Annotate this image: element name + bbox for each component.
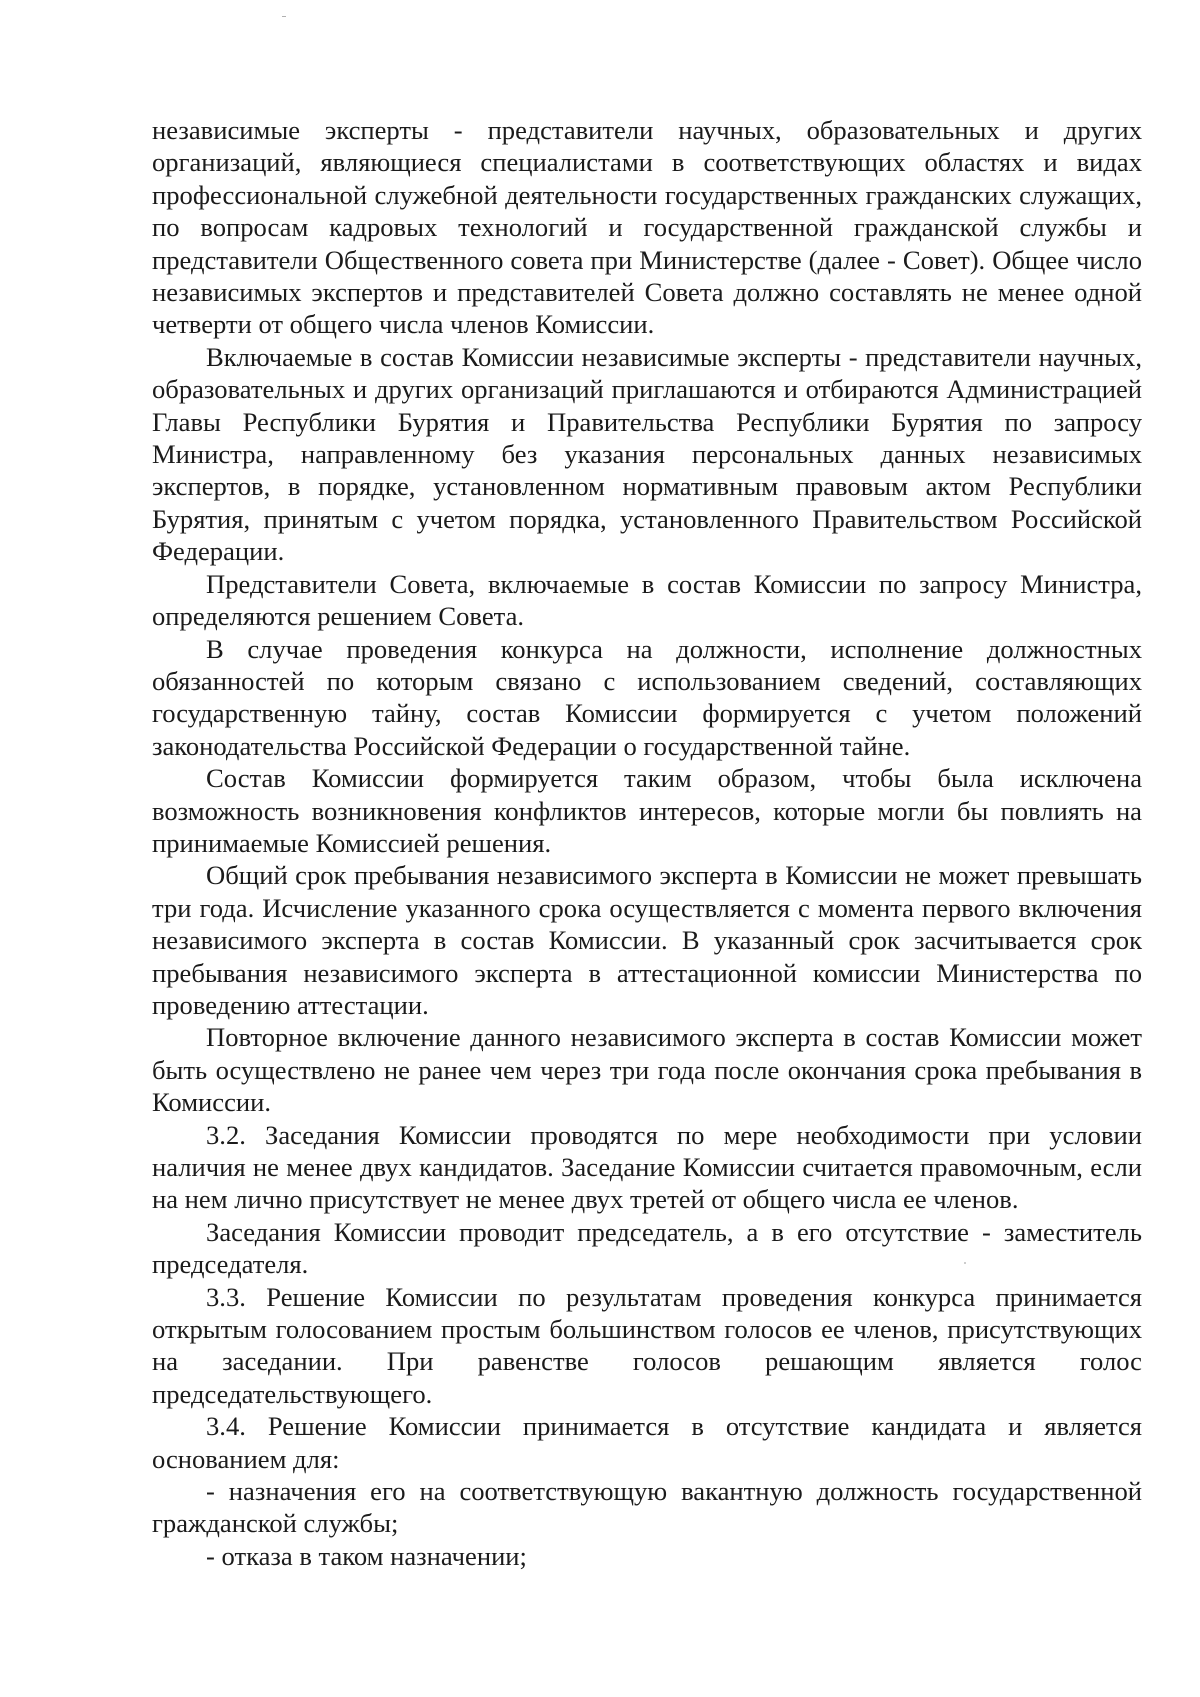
paragraph: В случае проведения конкурса на должности, исполнение должностных обязанностей по которым связано с использованием сведений, составляющих государственную тайну, состав Комиссии формируется с учетом положений законодательства Российской Федерации о государственной тайне. [152,633,1142,761]
paragraph: Повторное включение данного независимого эксперта в состав Комиссии может быть осуществлено не ранее чем через три года после окончания срока пребывания в Комиссии. [152,1022,1142,1118]
list-item: - назначения его на соответствующую вакантную должность государственной гражданской службы; [152,1476,1142,1539]
paragraph: 3.2. Заседания Комиссии проводятся по мере необходимости при условии наличия не менее двух кандидатов. Заседание Комиссии считается правомочным, если на нем лично присутствует не менее двух третей от общего числа ее членов. [152,1119,1142,1215]
paragraph: 3.3. Решение Комиссии по результатам проведения конкурса принимается открытым голосованием простым большинством голосов ее членов, присутствующих на заседании. При равенстве голосов решающим является голос председательствующего. [152,1281,1142,1409]
paragraph: Представители Совета, включаемые в состав Комиссии по запросу Министра, определяются решением Совета. [152,568,1142,632]
paragraph: Заседания Комиссии проводит председатель, а в его отсутствие - заместитель председателя. [152,1216,1142,1280]
paragraph: Включаемые в состав Комиссии независимые эксперты - представители научных, образовательных и других организаций приглашаются и отбираются Администрацией Главы Республики Бурятия и Правительства Республики Бурятия по запросу Министра, направленному без указания персональных данных независимых экспертов, в порядке, установленном нормативным правовым актом Республики Бурятия, принятым с учетом порядка, установленного Правительством Российской Федерации. [152,341,1142,567]
paragraph: Состав Комиссии формируется таким образом, чтобы была исключена возможность возникновения конфликтов интересов, которые могли бы повлиять на принимаемые Комиссией решения. [152,763,1142,858]
scan-artifact [282,16,286,17]
paragraph: независимые эксперты - представители научных, образовательных и других организаций, являющиеся специалистами в соответствующих областях и видах профессиональной служебной деятельности государственных гражданских служащих, по вопросам кадровых технологий и государственной гражданской службы и представители Общественного совета при Министерстве (далее - Совет). Общее число независимых экспертов и представителей Совета должно составлять не менее одной четверти от общего числа членов Комиссии. [152,115,1142,340]
paragraph: 3.4. Решение Комиссии принимается в отсутствие кандидата и является основанием для: [152,1411,1142,1474]
document-body [152,114,1142,1572]
list-item: - отказа в таком назначении; [206,1540,527,1571]
paragraph: Общий срок пребывания независимого эксперта в Комиссии не может превышать три года. Исчисление указанного срока осуществляется с момента первого включения независимого эксперта в состав Комиссии. В указанный срок засчитывается срок пребывания независимого эксперта в аттестационной комиссии Министерства по проведению аттестации. [152,860,1142,1020]
